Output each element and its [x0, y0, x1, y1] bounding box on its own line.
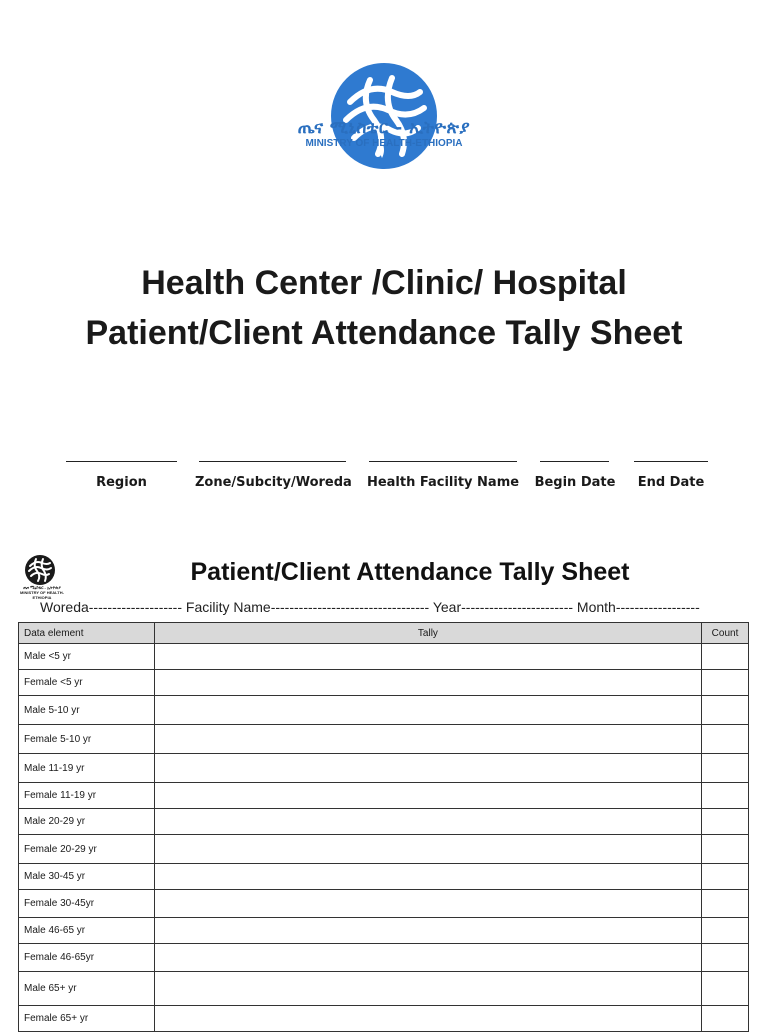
tally-cell[interactable] — [154, 944, 701, 972]
facility-label: Health Facility Name — [366, 475, 520, 490]
table-row — [19, 835, 749, 864]
small-logo-text: ጤና ሚኒስቴር - ኢትዮጵያ MINISTRY OF HEALTH-ETHIOPIA — [20, 585, 64, 600]
table-row — [19, 754, 749, 783]
data-element-cell: Male 30-45 yr — [19, 864, 155, 890]
count-cell[interactable] — [702, 944, 749, 972]
data-element-cell: Male 20-29 yr — [19, 809, 155, 835]
count-cell[interactable] — [702, 835, 749, 864]
tally-cell[interactable] — [154, 754, 701, 783]
ministry-emblem-icon — [330, 62, 438, 170]
count-cell[interactable] — [702, 864, 749, 890]
logo-amharic-text: ጤና ሚኒስቴር - ኢትዮጵያ — [297, 118, 471, 138]
tally-cell[interactable] — [154, 696, 701, 725]
zone-label: Zone/Subcity/Woreda — [195, 475, 352, 490]
data-element-cell: Male 5-10 yr — [19, 696, 155, 725]
count-cell[interactable] — [702, 1006, 749, 1032]
tally-cell[interactable] — [154, 809, 701, 835]
zone-line[interactable] — [199, 461, 346, 462]
end-date-label: End Date — [637, 475, 705, 490]
count-cell[interactable] — [702, 725, 749, 754]
title-line-1: Health Center /Clinic/ Hospital — [141, 264, 627, 302]
count-cell[interactable] — [702, 670, 749, 696]
data-element-cell: Female <5 yr — [19, 670, 155, 696]
tally-sheet-title: Patient/Client Attendance Tally Sheet — [190, 558, 630, 586]
data-element-cell: Female 30-45yr — [19, 890, 155, 918]
table-row — [19, 890, 749, 918]
tally-header: Tally — [154, 623, 701, 644]
count-cell[interactable] — [702, 783, 749, 809]
table-row — [19, 670, 749, 696]
tally-cell[interactable] — [154, 972, 701, 1006]
count-cell[interactable] — [702, 890, 749, 918]
data-element-cell: Male <5 yr — [19, 644, 155, 670]
data-element-cell: Female 46-65yr — [19, 944, 155, 972]
table-row — [19, 783, 749, 809]
table-row — [19, 864, 749, 890]
count-cell[interactable] — [702, 696, 749, 725]
data-element-cell: Female 65+ yr — [19, 1006, 155, 1032]
data-element-cell: Male 65+ yr — [19, 972, 155, 1006]
count-cell[interactable] — [702, 754, 749, 783]
table-row — [19, 1006, 749, 1032]
ministry-logo — [0, 62, 768, 170]
small-emblem-icon — [24, 554, 56, 586]
sheet-meta-line: Woreda-------------------- Facility Name---------------------------------- Year------------------------ Month------------------ — [40, 599, 700, 615]
table-row — [19, 944, 749, 972]
table-row — [19, 972, 749, 1006]
tally-cell[interactable] — [154, 783, 701, 809]
data-element-cell: Female 5-10 yr — [19, 725, 155, 754]
title-line-2: Patient/Client Attendance Tally Sheet — [85, 314, 683, 352]
count-cell[interactable] — [702, 809, 749, 835]
logo-english-text: MINISTRY OF HEALTH-ETHIOPIA — [305, 138, 463, 149]
page-title — [0, 258, 768, 358]
tally-cell[interactable] — [154, 1006, 701, 1032]
tally-cell[interactable] — [154, 890, 701, 918]
table-row — [19, 725, 749, 754]
table-row — [19, 644, 749, 670]
data-element-header: Data element — [19, 623, 155, 644]
data-element-cell: Female 20-29 yr — [19, 835, 155, 864]
facility-line[interactable] — [369, 461, 517, 462]
count-cell[interactable] — [702, 918, 749, 944]
table-row — [19, 696, 749, 725]
data-element-cell: Female 11-19 yr — [19, 783, 155, 809]
begin-date-line[interactable] — [540, 461, 609, 462]
table-row — [19, 809, 749, 835]
tally-cell[interactable] — [154, 670, 701, 696]
data-element-cell: Male 46-65 yr — [19, 918, 155, 944]
tally-cell[interactable] — [154, 918, 701, 944]
tally-cell[interactable] — [154, 644, 701, 670]
tally-cell[interactable] — [154, 835, 701, 864]
end-date-line[interactable] — [634, 461, 708, 462]
tally-cell[interactable] — [154, 864, 701, 890]
count-cell[interactable] — [702, 972, 749, 1006]
begin-date-label: Begin Date — [534, 475, 616, 490]
data-element-cell: Male 11-19 yr — [19, 754, 155, 783]
tally-table — [18, 622, 749, 1032]
table-header-row — [19, 623, 749, 644]
table-row — [19, 918, 749, 944]
region-line[interactable] — [66, 461, 177, 462]
tally-cell[interactable] — [154, 725, 701, 754]
count-cell[interactable] — [702, 644, 749, 670]
region-label: Region — [96, 475, 147, 490]
count-header: Count — [702, 623, 749, 644]
